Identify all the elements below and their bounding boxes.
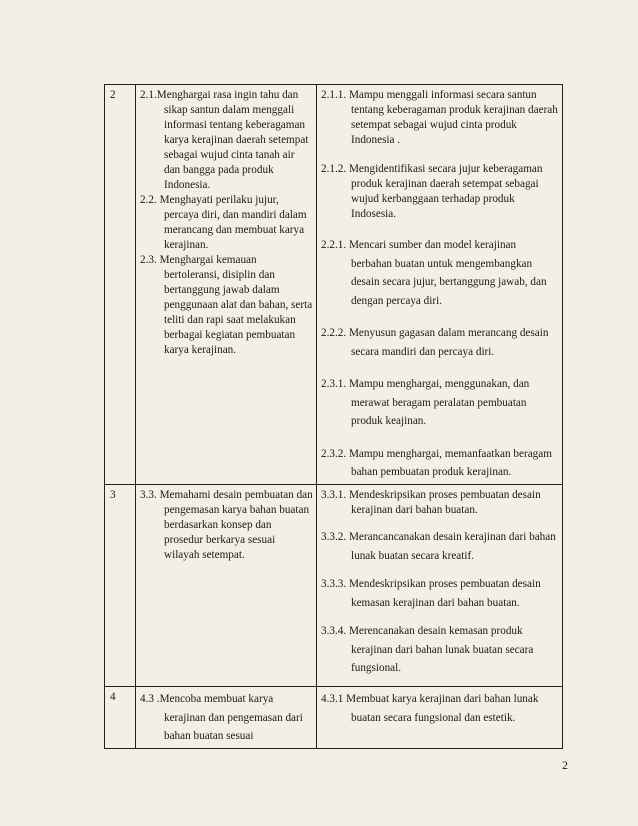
basic-competency-cell xyxy=(136,485,317,687)
indicator-item: 3.3.1. Mendeskripsikan proses pembuatan desain kerajinan dari bahan buatan. xyxy=(321,489,541,516)
basic-competency-cell xyxy=(136,687,317,749)
row-number: 4 xyxy=(105,687,136,749)
competency-table xyxy=(104,84,563,749)
competency-item: 2.1.Menghargai rasa ingin tahu dan sikap santun dalam menggali informasi tentang keberagaman karya kerajinan daerah setempat sebagai wujud cinta tanah air dan bangga pada produk Indonesia. xyxy=(140,89,309,191)
basic-competency-cell xyxy=(136,85,317,485)
indicator-item: 2.2.1. Mencari sumber dan model kerajinan berbahan buatan untuk mengembangkan desain secara jujur, bertanggung jawab, dan dengan percaya diri. xyxy=(321,239,547,307)
indicator-item: 2.3.1. Mampu menghargai, menggunakan, dan merawat beragam peralatan pembuatan produk keajinan. xyxy=(321,378,530,427)
indicator-item: 4.3.1 Membuat karya kerajinan dari bahan lunak buatan secara fungsional dan estetik. xyxy=(321,693,539,724)
indicator-item: 2.1.2. Mengidentifikasi secara jujur keberagaman produk kerajinan daerah setempat sebagai wujud kerbanggaan terhadap produk Indosesia. xyxy=(321,163,543,220)
indicator-item: 3.3.2. Merancancanakan desain kerajinan dari bahan lunak buatan secara kreatif. xyxy=(321,531,556,562)
competency-item: 3.3. Memahami desain pembuatan dan pengemasan karya bahan buatan berdasarkan konsep dan prosedur berkarya sesuai wilayah setempat. xyxy=(140,489,313,561)
indicator-item: 2.2.2. Menyusun gagasan dalam merancang desain secara mandiri dan percaya diri. xyxy=(321,327,549,358)
table-row xyxy=(105,687,563,749)
row-number: 3 xyxy=(105,485,136,687)
table-row xyxy=(105,85,563,485)
indicator-cell xyxy=(317,687,563,749)
indicator-item: 2.1.1. Mampu menggali informasi secara santun tentang keberagaman produk kerajinan daerah setempat sebagai wujud cinta produk Indonesia . xyxy=(321,89,558,146)
indicator-item: 3.3.3. Mendeskripsikan proses pembuatan desain kemasan kerajinan dari bahan buatan. xyxy=(321,578,541,609)
indicator-item: 2.3.2. Mampu menghargai, memanfaatkan beragam bahan pembuatan produk kerajinan. xyxy=(321,447,552,478)
competency-item: 2.3. Menghargai kemauan bertoleransi, disiplin dan bertanggung jawab dalam penggunaan alat dan bahan, serta teliti dan rapi saat melakukan berbagai kegiatan pembuatan karya kerajinan. xyxy=(140,254,313,356)
indicator-cell xyxy=(317,485,563,687)
row-number: 2 xyxy=(105,85,136,485)
table-row xyxy=(105,485,563,687)
page-number: 2 xyxy=(562,758,568,772)
competency-item: 2.2. Menghayati perilaku jujur, percaya diri, dan mandiri dalam merancang dan membuat karya kerajinan. xyxy=(140,194,307,251)
indicator-cell xyxy=(317,85,563,485)
competency-item: 4.3 .Mencoba membuat karya kerajinan dan pengemasan dari bahan buatan sesuai xyxy=(140,693,303,742)
indicator-item: 3.3.4. Merencanakan desain kemasan produk kerajinan dari bahan lunak buatan secara fungsional. xyxy=(321,625,534,674)
